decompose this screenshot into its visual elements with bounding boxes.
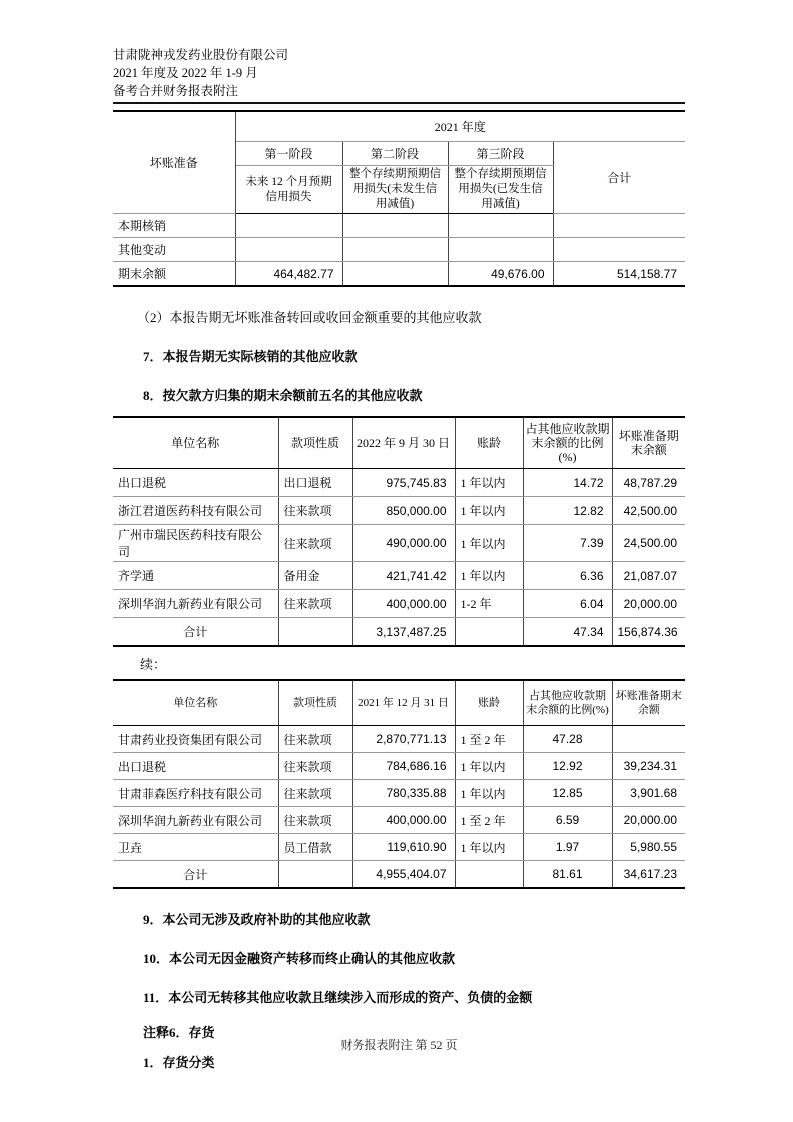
table-cell: 514,158.77 [553,262,685,287]
corner-header-cell: 坏账准备 [113,111,235,214]
table-cell: 1 至 2 年 [455,807,523,834]
row-label-cell: 本期核销 [113,214,235,238]
table-cell: 1 年以内 [455,497,523,525]
table-cell: 甘肃药业投资集团有限公司 [113,726,278,753]
total-column-header: 合计 [553,142,685,214]
table-cell: 往来款项 [278,780,352,807]
column-header: 占其他应收款期末余额的比例(%) [523,680,612,726]
table-cell: 49,676.00 [448,262,553,287]
table-cell: 1 年以内 [455,562,523,590]
table-cell: 3,137,487.25 [352,618,455,647]
top5-receivables-table-2022 [113,416,685,647]
table-cell: 81.61 [523,861,612,889]
table-cell: 12.92 [523,753,612,780]
table-cell: 往来款项 [278,590,352,618]
table-cell: 3,901.68 [612,780,685,807]
column-header: 占其他应收款期末余额的比例(%) [523,417,612,469]
column-header: 2021 年 12 月 31 日 [352,680,455,726]
column-header: 单位名称 [113,680,278,726]
table-cell: 甘肃菲森医疗科技有限公司 [113,780,278,807]
table-cell: 5,980.55 [612,834,685,861]
table-row [113,807,685,834]
table-cell: 出口退税 [278,469,352,497]
table-cell: 780,335.88 [352,780,455,807]
table-cell: 24,500.00 [612,525,685,562]
table-cell: 6.36 [523,562,612,590]
column-header: 第三阶段 [448,142,553,166]
table-cell [342,262,448,287]
table-cell: 深圳华润九新药业有限公司 [113,807,278,834]
table-cell: 47.34 [523,618,612,647]
table-row [113,469,685,497]
note-item-11: 11．本公司无转移其他应收款且继续涉入而形成的资产、负债的金额 [143,990,533,1005]
column-header: 第二阶段 [342,142,448,166]
table-cell: 7.39 [523,525,612,562]
table-row [113,238,685,262]
continuation-label: 续： [140,657,167,672]
table-cell [278,618,352,647]
column-header: 款项性质 [278,680,352,726]
table-cell: 2,870,771.13 [352,726,455,753]
column-header: 坏账准备期末余额 [612,680,685,726]
table-cell [448,238,553,262]
table-cell: 850,000.00 [352,497,455,525]
table-cell: 1 年以内 [455,525,523,562]
table-cell: 往来款项 [278,525,352,562]
table-cell: 47.28 [523,726,612,753]
table-cell: 6.04 [523,590,612,618]
table-cell: 1 年以内 [455,753,523,780]
note-item-8: 8．按欠款方归集的期末余额前五名的其他应收款 [143,388,423,403]
table-cell [612,726,685,753]
table-cell [235,238,342,262]
header-rule [113,102,685,104]
table-cell: 784,686.16 [352,753,455,780]
table-cell: 48,787.29 [612,469,685,497]
table-cell: 往来款项 [278,726,352,753]
table-cell [553,214,685,238]
table-cell: 421,741.42 [352,562,455,590]
page-footer: 财务报表附注 第 52 页 [340,1038,458,1052]
table-row [113,590,685,618]
table-cell [235,214,342,238]
table-cell: 400,000.00 [352,807,455,834]
table-cell: 1 至 2 年 [455,726,523,753]
table-row [113,525,685,562]
table-cell: 1-2 年 [455,590,523,618]
table-cell: 员工借款 [278,834,352,861]
report-period: 2021 年度及 2022 年 1-9 月 [113,66,258,80]
table-cell: 119,610.90 [352,834,455,861]
note-6-inventory-title: 注释6．存货 [143,1025,215,1040]
column-header: 整个存续期预期信用损失(未发生信用减值) [342,166,448,214]
table-cell: 卫垚 [113,834,278,861]
table-cell [278,861,352,889]
table-cell: 464,482.77 [235,262,342,287]
total-row [113,861,685,889]
table-cell: 6.59 [523,807,612,834]
column-header: 未来 12 个月预期信用损失 [235,166,342,214]
table-cell: 4,955,404.07 [352,861,455,889]
column-header: 整个存续期预期信用损失(已发生信用减值) [448,166,553,214]
column-header: 款项性质 [278,417,352,469]
column-header: 账龄 [455,417,523,469]
header-row [113,417,685,469]
inventory-classification-title: 1．存货分类 [143,1055,215,1070]
table-cell: 出口退税 [113,469,278,497]
table-row [113,497,685,525]
table-cell: 往来款项 [278,753,352,780]
table-cell [455,861,523,889]
table-cell: 往来款项 [278,497,352,525]
total-row [113,618,685,647]
table-cell: 42,500.00 [612,497,685,525]
table-cell: 往来款项 [278,807,352,834]
table-cell [553,238,685,262]
table-cell: 1 年以内 [455,469,523,497]
table-row [113,834,685,861]
table-cell: 400,000.00 [352,590,455,618]
column-header: 2022 年 9 月 30 日 [352,417,455,469]
column-header: 坏账准备期末余额 [612,417,685,469]
column-header: 账龄 [455,680,523,726]
table-cell [342,214,448,238]
top5-receivables-table-2021 [113,679,685,889]
table-cell: 156,874.36 [612,618,685,647]
table-row [113,726,685,753]
table-cell: 1 年以内 [455,834,523,861]
table-cell: 深圳华润九新药业有限公司 [113,590,278,618]
table-cell: 34,617.23 [612,861,685,889]
table-cell [455,618,523,647]
page-content [113,46,685,1071]
table-row [113,262,685,287]
note-item-2: （2）本报告期无坏账准备转回或收回金额重要的其他应收款 [137,310,482,325]
table-cell: 1 年以内 [455,780,523,807]
table-cell: 975,745.83 [352,469,455,497]
column-header: 单位名称 [113,417,278,469]
table-cell: 21,087.07 [612,562,685,590]
table-cell: 1.97 [523,834,612,861]
table-cell: 14.72 [523,469,612,497]
note-item-10: 10．本公司无因金融资产转移而终止确认的其他应收款 [143,951,456,966]
year-header-row [113,111,685,142]
table-cell [448,214,553,238]
table-cell: 合计 [113,861,278,889]
company-name: 甘肃陇神戎发药业股份有限公司 [113,48,289,62]
table-cell [342,238,448,262]
row-label-cell: 其他变动 [113,238,235,262]
table-cell: 合计 [113,618,278,647]
table-cell: 备用金 [278,562,352,590]
table-cell: 齐学通 [113,562,278,590]
table-cell: 出口退税 [113,753,278,780]
header-row [113,680,685,726]
table-row [113,780,685,807]
year-header-cell: 2021 年度 [235,111,685,142]
report-title: 备考合并财务报表附注 [113,84,239,98]
row-label-cell: 期末余额 [113,262,235,287]
table-cell: 490,000.00 [352,525,455,562]
column-header: 第一阶段 [235,142,342,166]
table-row [113,753,685,780]
table-cell: 20,000.00 [612,807,685,834]
table-row [113,214,685,238]
note-item-9: 9．本公司无涉及政府补助的其他应收款 [143,912,371,927]
table-cell: 浙江君道医药科技有限公司 [113,497,278,525]
bad-debt-stage-table [113,110,685,287]
note-item-7: 7．本报告期无实际核销的其他应收款 [143,349,358,364]
table-row [113,562,685,590]
table-cell: 20,000.00 [612,590,685,618]
table-cell: 12.85 [523,780,612,807]
table-cell: 广州市瑞民医药科技有限公司 [113,525,278,562]
table-cell: 39,234.31 [612,753,685,780]
table-cell: 12.82 [523,497,612,525]
